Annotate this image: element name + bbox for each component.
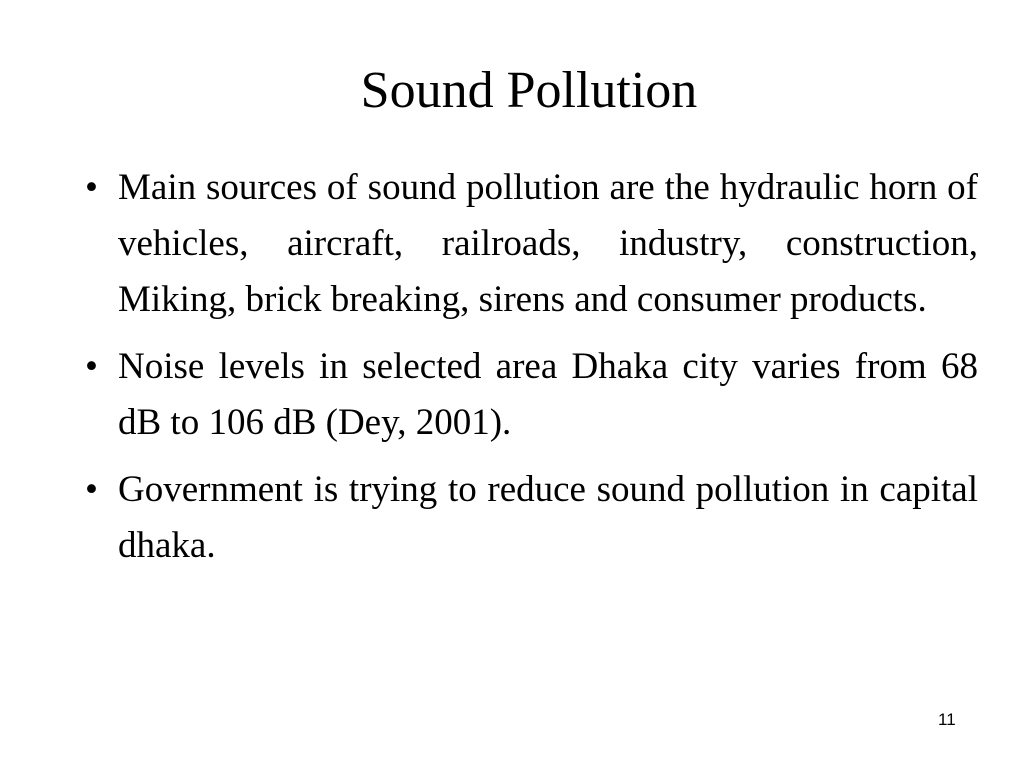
bullet-item-government [85,462,978,574]
bullet-text: Government is trying to reduce sound pollution in capital dhaka. [118,469,978,566]
slide-title: Sound Pollution [360,62,698,119]
bullet-item-noise-levels [85,339,978,451]
bullet-text: Noise levels in selected area Dhaka city varies from 68 dB to 106 dB (Dey, 2001). [118,346,978,443]
bullet-text: Main sources of sound pollution are the hydraulic horn of vehicles, aircraft, railroads, industry, construction, Miking, brick breaking, sirens and consumer products. [118,167,978,320]
bullet-icon: • [85,167,98,208]
bullet-item-sources [85,160,978,328]
page-number: 11 [938,710,956,729]
bullet-icon: • [85,469,98,510]
bullet-icon: • [85,346,98,387]
bullet-list [85,160,978,585]
